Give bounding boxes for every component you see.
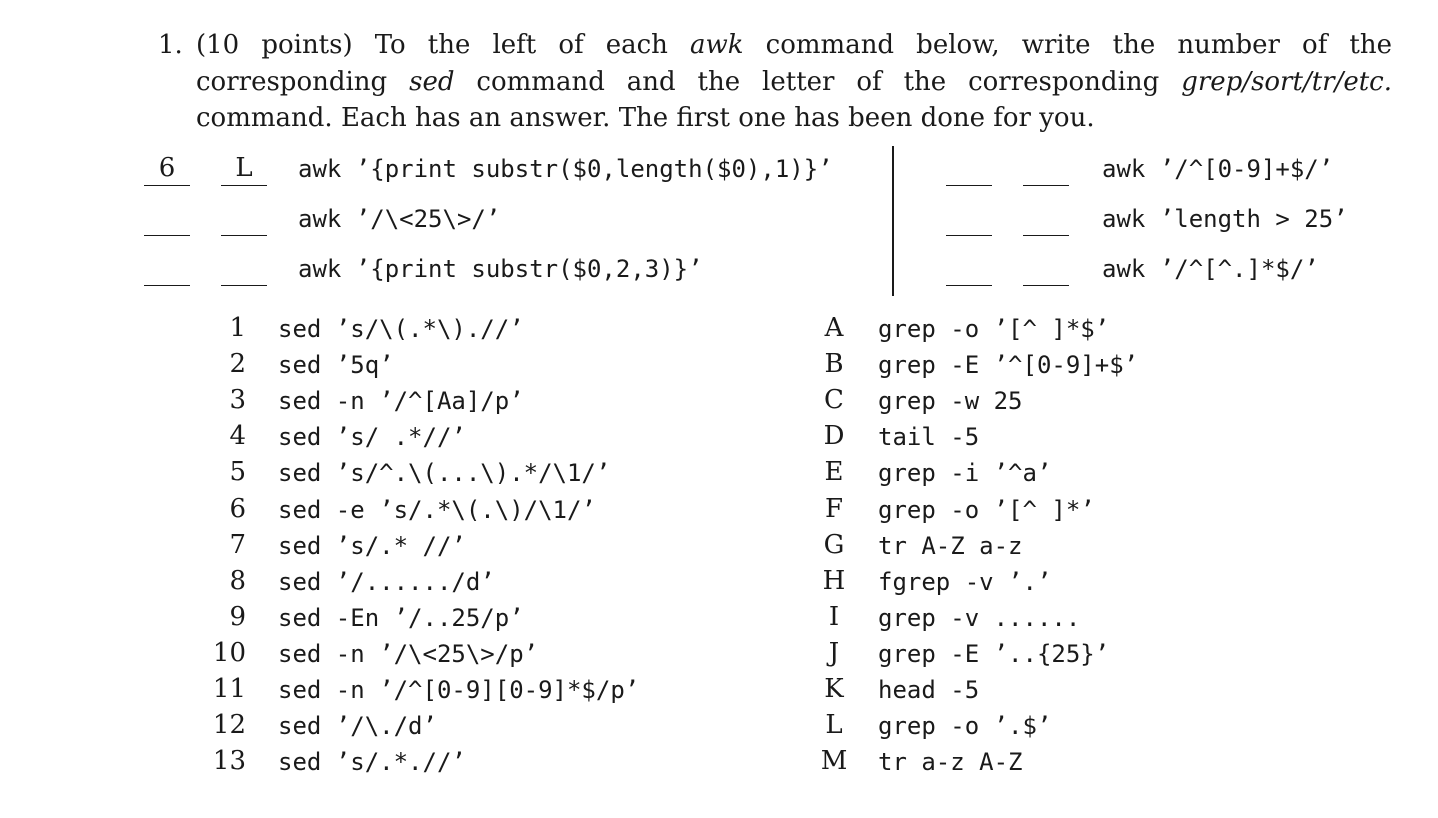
sed-number: 3 [229, 385, 246, 416]
sed-command: sed ’/....../d’ [278, 567, 495, 596]
grep-command: grep -o ’[^ ]*’ [878, 495, 1095, 524]
sed-number: 13 [212, 746, 246, 777]
grep-command: grep -E ’..{25}’ [878, 639, 1110, 668]
sed-number: 4 [229, 421, 246, 452]
sed-word: sed [409, 66, 455, 97]
awk-row [144, 203, 864, 243]
question-text [196, 27, 1392, 137]
question-number: 1. [158, 30, 183, 60]
answer-number-blank[interactable] [144, 253, 190, 286]
sed-command: sed ’s/ .*//’ [278, 423, 466, 452]
grep-command: grep -w 25 [878, 387, 1023, 416]
answer-number-blank[interactable] [946, 203, 992, 236]
grep-letter: C [824, 385, 844, 416]
sed-number: 7 [229, 529, 246, 560]
awk-command: awk ’/^[^.]*$/’ [1102, 255, 1319, 283]
sed-command: sed -En ’/..25/p’ [278, 603, 524, 632]
list-item [0, 313, 1110, 349]
answer-number-blank[interactable] [946, 253, 992, 286]
sed-number: 6 [229, 493, 246, 524]
list-item [0, 566, 1100, 602]
list-item [0, 674, 1100, 710]
sed-number: 5 [229, 457, 246, 488]
sed-command: sed -n ’/\<25\>/p’ [278, 639, 539, 668]
answer-number-blank[interactable] [144, 203, 190, 236]
list-item [0, 421, 1100, 457]
sed-command: sed ’s/.* //’ [278, 531, 466, 560]
list-item [0, 746, 1100, 782]
grep-letter: M [820, 746, 848, 777]
sed-command: sed ’s/^.\(...\).*/\1/’ [278, 459, 611, 488]
awk-word: awk [690, 30, 744, 60]
awk-row [144, 153, 864, 193]
sed-command: sed ’/\./d’ [278, 712, 437, 741]
sed-number: 11 [212, 674, 246, 704]
grep-letter: B [824, 349, 844, 380]
answer-letter-blank[interactable]: L [221, 153, 267, 186]
awk-row [946, 153, 1438, 193]
list-item [0, 349, 1139, 385]
sed-number: 12 [212, 710, 246, 741]
awk-command: awk ’length > 25’ [1102, 205, 1348, 233]
grep-letter: G [823, 529, 845, 560]
list-item [0, 494, 1100, 530]
sed-command: sed ’s/\(.*\).//’ [278, 315, 524, 343]
sed-command: sed -e ’s/.*\(.\)/\1/’ [278, 495, 596, 524]
list-item [0, 710, 1100, 746]
grep-letter: D [823, 421, 845, 452]
sed-command: sed -n ’/^[0-9][0-9]*$/p’ [278, 676, 640, 704]
answer-letter-blank[interactable] [1023, 153, 1069, 186]
question-text-b: command and the letter of the corresponding [454, 66, 1182, 97]
grep-command: head -5 [878, 676, 980, 704]
list-item [0, 637, 1110, 674]
awk-row [946, 253, 1438, 293]
grep-command: grep -o ’[^ ]*$’ [878, 315, 1110, 343]
grep-letter: F [824, 493, 844, 524]
grep-letter: H [822, 565, 846, 596]
grep-letter: E [824, 457, 844, 488]
answer-number-blank[interactable] [946, 153, 992, 186]
grep-command: grep -o ’.$’ [878, 712, 1052, 741]
grep-letter: L [825, 710, 843, 741]
awk-command: awk ’/^[0-9]+$/’ [1102, 155, 1334, 183]
grep-letter: K [824, 674, 844, 704]
answer-letter-blank[interactable] [221, 203, 267, 236]
question-points-text: (10 points) To the left of each [196, 30, 691, 60]
answer-number-blank[interactable]: 6 [144, 153, 190, 186]
list-item [0, 602, 1100, 638]
sed-number: 9 [229, 601, 246, 632]
question-text-c: command. Each has an answer. The first one has been done for you. [196, 103, 1095, 133]
grep-command: grep -i ’^a’ [878, 459, 1052, 488]
grep-command: fgrep -v ’.’ [878, 567, 1052, 596]
list-item [0, 457, 1100, 493]
grep-word: grep/sort/tr/etc. [1181, 66, 1392, 97]
grep-command: tail -5 [878, 423, 980, 452]
answer-letter-blank[interactable] [221, 253, 267, 286]
sed-command: sed ’5q’ [278, 351, 394, 380]
answer-letter-blank[interactable] [1023, 203, 1069, 236]
grep-command: grep -E ’^[0-9]+$’ [878, 351, 1139, 380]
column-divider [892, 146, 894, 296]
sed-command: sed -n ’/^[Aa]/p’ [278, 387, 524, 416]
grep-letter: J [828, 637, 840, 668]
grep-command: tr a-z A-Z [878, 748, 1023, 777]
sed-command: sed ’s/.*.//’ [278, 748, 466, 777]
list-item [0, 385, 1100, 421]
awk-command: awk ’/\<25\>/’ [298, 205, 501, 233]
sed-number: 1 [229, 313, 246, 343]
grep-letter: I [828, 601, 840, 632]
awk-row [946, 203, 1438, 243]
grep-command: tr A-Z a-z [878, 531, 1023, 560]
list-item [0, 530, 1100, 566]
awk-command: awk ’{print substr($0,2,3)}’ [298, 255, 703, 283]
grep-command: grep -v ...... [878, 603, 1081, 632]
grep-letter: A [824, 313, 844, 343]
awk-command: awk ’{print substr($0,length($0),1)}’ [298, 155, 833, 183]
sed-number: 2 [229, 349, 246, 380]
sed-number: 10 [212, 637, 246, 668]
sed-number: 8 [229, 565, 246, 596]
answer-letter-blank[interactable] [1023, 253, 1069, 286]
question-text-a: command below, write the number of the corresponding [196, 30, 1392, 97]
awk-row [144, 253, 864, 293]
